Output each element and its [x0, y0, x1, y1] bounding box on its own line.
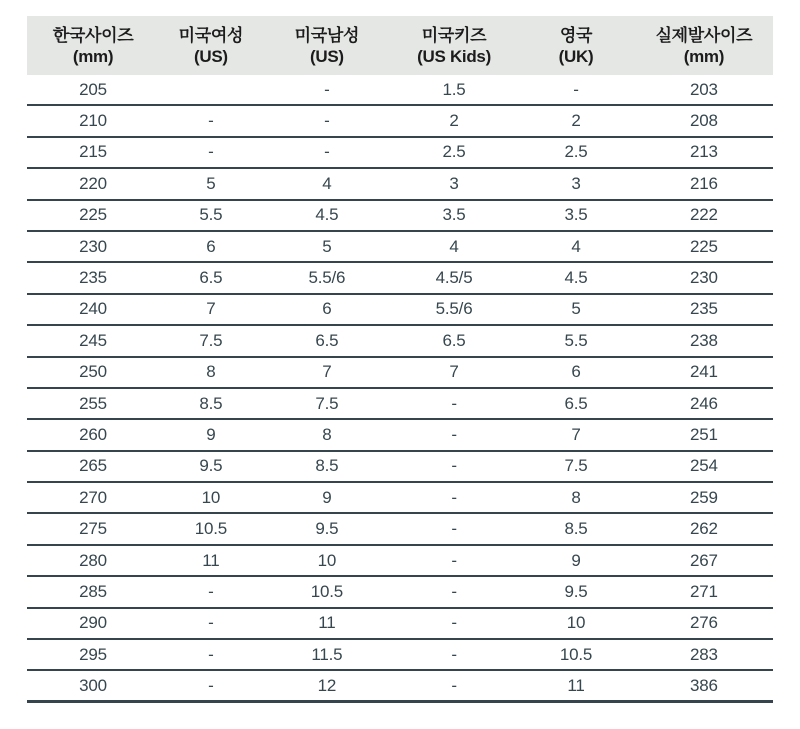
- column-title: 미국남성: [294, 25, 360, 45]
- table-cell: 5.5/6: [308, 268, 346, 288]
- table-row: [27, 483, 773, 514]
- table-cell: 11: [318, 613, 336, 633]
- column-subtitle: (US): [194, 46, 228, 66]
- table-cell: 386: [690, 675, 718, 695]
- table-cell: 5: [206, 173, 216, 193]
- table-cell: 10.5: [194, 519, 228, 539]
- table-row: [27, 106, 773, 137]
- table-cell: -: [451, 519, 457, 539]
- table-cell: 7.5: [564, 456, 588, 476]
- table-row: [27, 671, 773, 702]
- column-title: 미국키즈: [421, 25, 487, 45]
- table-cell: 12: [317, 675, 337, 695]
- table-cell: 9: [571, 550, 581, 570]
- table-cell: 4: [449, 236, 459, 256]
- table-cell: -: [451, 393, 457, 413]
- table-cell: 9: [206, 424, 216, 444]
- table-cell: -: [324, 79, 330, 99]
- table-cell: 259: [690, 487, 718, 507]
- table-cell: 262: [690, 519, 718, 539]
- table-cell: 5.5: [564, 330, 588, 350]
- table-cell: 7: [322, 362, 332, 382]
- table-row: [27, 232, 773, 263]
- table-row: [27, 546, 773, 577]
- table-cell: 230: [79, 236, 107, 256]
- table-row: [27, 452, 773, 483]
- table-cell: 10: [566, 613, 586, 633]
- table-row: [27, 577, 773, 608]
- table-cell: 6.5: [315, 330, 339, 350]
- table-cell: 9: [322, 487, 332, 507]
- table-cell: 3.5: [442, 205, 466, 225]
- table-cell: -: [451, 581, 457, 601]
- table-cell: -: [324, 142, 330, 162]
- table-row: [27, 263, 773, 294]
- table-cell: 2.5: [442, 142, 466, 162]
- column-subtitle: (mm): [72, 46, 114, 66]
- table-cell: 4.5: [315, 205, 339, 225]
- table-cell: 270: [79, 487, 107, 507]
- table-row: [27, 138, 773, 169]
- table-cell: -: [208, 142, 214, 162]
- table-cell: 283: [690, 644, 718, 664]
- table-cell: 3: [571, 173, 581, 193]
- table-cell: 9.5: [315, 519, 339, 539]
- table-cell: 4.5/5: [435, 268, 473, 288]
- table-row: [27, 420, 773, 451]
- table-cell: 8.5: [315, 456, 339, 476]
- table-cell: -: [573, 79, 579, 99]
- table-cell: 6.5: [199, 268, 223, 288]
- table-cell: 2: [571, 111, 581, 131]
- table-cell: 271: [690, 581, 718, 601]
- table-cell: 4: [571, 236, 581, 256]
- table-cell: 3: [449, 173, 459, 193]
- size-conversion-table: [27, 16, 773, 703]
- column-header-us-men: [263, 25, 391, 67]
- table-cell: -: [208, 581, 214, 601]
- table-cell: 251: [690, 424, 718, 444]
- table-cell: 9.5: [199, 456, 223, 476]
- table-body: [27, 75, 773, 703]
- table-cell: -: [451, 613, 457, 633]
- table-cell: 240: [79, 299, 107, 319]
- column-header-actual-foot-size: [635, 25, 773, 67]
- table-cell: 225: [79, 205, 107, 225]
- table-cell: 285: [79, 581, 107, 601]
- table-cell: 6.5: [564, 393, 588, 413]
- table-cell: 255: [79, 393, 107, 413]
- column-header-korea-size: [27, 25, 159, 67]
- column-subtitle: (US): [309, 46, 344, 66]
- table-row: [27, 514, 773, 545]
- table-cell: 11.5: [311, 644, 343, 664]
- column-subtitle: (US Kids): [417, 46, 491, 66]
- table-cell: 203: [690, 79, 718, 99]
- table-cell: 5: [322, 236, 332, 256]
- table-cell: 290: [79, 613, 107, 633]
- table-cell: 275: [79, 519, 107, 539]
- table-cell: 7.5: [199, 330, 223, 350]
- table-cell: 11: [567, 675, 585, 695]
- table-cell: 7: [449, 362, 459, 382]
- table-cell: -: [451, 424, 457, 444]
- column-header-us-kids: [391, 25, 517, 67]
- table-cell: -: [451, 550, 457, 570]
- column-header-us-women: [159, 25, 263, 67]
- table-cell: -: [208, 675, 214, 695]
- table-cell: 216: [690, 173, 718, 193]
- table-cell: 8: [206, 362, 216, 382]
- table-cell: 4.5: [564, 268, 588, 288]
- table-row: [27, 169, 773, 200]
- table-cell: 11: [202, 550, 220, 570]
- table-cell: -: [451, 487, 457, 507]
- table-cell: 10.5: [310, 581, 344, 601]
- table-cell: 222: [690, 205, 718, 225]
- table-cell: 235: [79, 268, 107, 288]
- table-cell: 6: [571, 362, 581, 382]
- table-row: [27, 358, 773, 389]
- table-cell: 245: [79, 330, 107, 350]
- table-cell: 208: [690, 111, 718, 131]
- column-title: 실제발사이즈: [655, 25, 753, 45]
- table-row: [27, 640, 773, 671]
- table-cell: 3.5: [564, 205, 588, 225]
- table-cell: 246: [690, 393, 718, 413]
- table-cell: 8.5: [199, 393, 223, 413]
- table-cell: 8: [322, 424, 332, 444]
- table-cell: -: [451, 644, 457, 664]
- table-cell: 276: [690, 613, 718, 633]
- table-cell: 5: [571, 299, 581, 319]
- table-cell: 210: [79, 111, 107, 131]
- table-cell: 9.5: [564, 581, 588, 601]
- table-cell: -: [451, 675, 457, 695]
- table-cell: 235: [690, 299, 718, 319]
- table-cell: 254: [690, 456, 718, 476]
- table-cell: -: [208, 613, 214, 633]
- column-title: 한국사이즈: [52, 25, 134, 45]
- table-cell: 2.5: [564, 142, 588, 162]
- table-cell: 230: [690, 268, 718, 288]
- column-header-uk: [517, 25, 635, 67]
- table-cell: 8: [571, 487, 581, 507]
- table-cell: 7: [571, 424, 581, 444]
- table-cell: 1.5: [442, 79, 466, 99]
- table-cell: 215: [79, 142, 107, 162]
- table-cell: 267: [690, 550, 718, 570]
- table-cell: 6: [322, 299, 332, 319]
- table-cell: 265: [79, 456, 107, 476]
- column-title: 영국: [559, 25, 593, 45]
- table-row: [27, 609, 773, 640]
- table-cell: 6: [206, 236, 216, 256]
- table-cell: -: [324, 111, 330, 131]
- table-cell: 238: [690, 330, 718, 350]
- table-cell: 250: [79, 362, 107, 382]
- table-cell: 2: [449, 111, 459, 131]
- table-cell: 5.5: [199, 205, 223, 225]
- table-cell: 300: [79, 675, 107, 695]
- table-row: [27, 75, 773, 106]
- table-cell: 225: [690, 236, 718, 256]
- table-cell: 220: [79, 173, 107, 193]
- table-cell: 280: [79, 550, 107, 570]
- column-subtitle: (UK): [558, 46, 594, 66]
- table-cell: 213: [690, 142, 718, 162]
- table-cell: 10: [201, 487, 221, 507]
- table-cell: 7: [206, 299, 216, 319]
- table-cell: 295: [79, 644, 107, 664]
- table-cell: -: [451, 456, 457, 476]
- table-cell: 241: [690, 362, 718, 382]
- table-cell: 5.5/6: [435, 299, 473, 319]
- table-cell: 10.5: [559, 644, 593, 664]
- table-cell: 260: [79, 424, 107, 444]
- column-title: 미국여성: [178, 25, 244, 45]
- table-cell: 10: [317, 550, 337, 570]
- table-row: [27, 201, 773, 232]
- column-subtitle: (mm): [683, 46, 725, 66]
- table-row: [27, 326, 773, 357]
- table-cell: 8.5: [564, 519, 588, 539]
- table-cell: 6.5: [442, 330, 466, 350]
- table-row: [27, 389, 773, 420]
- table-row: [27, 295, 773, 326]
- table-header-row: [27, 16, 773, 75]
- table-cell: 7.5: [315, 393, 339, 413]
- table-cell: 4: [322, 173, 332, 193]
- table-cell: -: [208, 111, 214, 131]
- table-cell: -: [208, 644, 214, 664]
- table-cell: 205: [79, 79, 107, 99]
